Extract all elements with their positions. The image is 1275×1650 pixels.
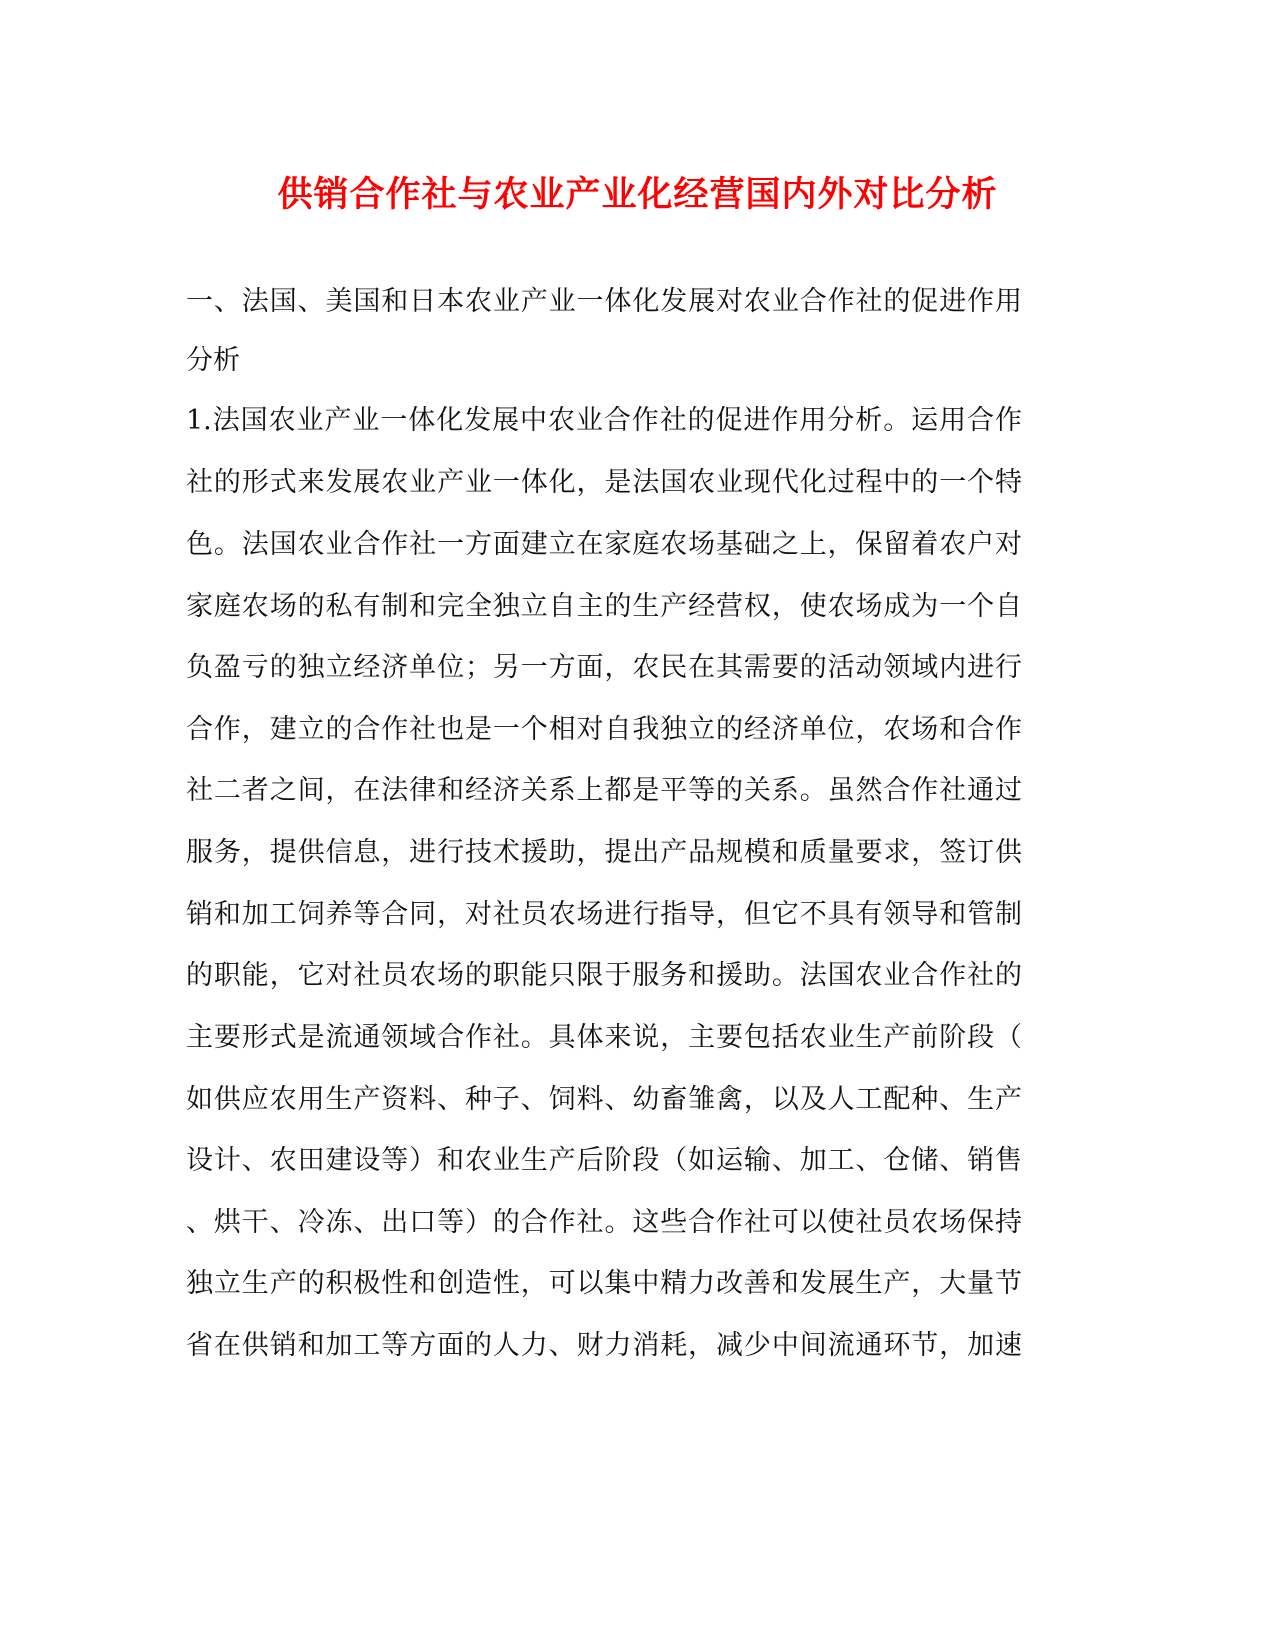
text-line: 合作，建立的合作社也是一个相对自我独立的经济单位，农场和合作 <box>186 714 1022 745</box>
text-line: 社二者之间，在法律和经济关系上都是平等的关系。虽然合作社通过 <box>186 775 1022 806</box>
text-line: 色。法国农业合作社一方面建立在家庭农场基础之上，保留着农户对 <box>186 529 1022 560</box>
text-line: 的职能，它对社员农场的职能只限于服务和援助。法国农业合作社的 <box>186 960 1022 991</box>
text-line: 一、法国、美国和日本农业产业一体化发展对农业合作社的促进作用 <box>186 286 1022 317</box>
text-line: 1.法国农业产业一体化发展中农业合作社的促进作用分析。运用合作 <box>186 405 1022 436</box>
text-line: 服务，提供信息，进行技术援助，提出产品规模和质量要求，签订供 <box>186 837 1022 868</box>
text-line: 省在供销和加工等方面的人力、财力消耗，减少中间流通环节，加速 <box>186 1330 1022 1361</box>
text-line: 家庭农场的私有制和完全独立自主的生产经营权，使农场成为一个自 <box>186 591 1022 622</box>
text-line: 分析 <box>186 345 240 376</box>
text-line: 设计、农田建设等）和农业生产后阶段（如运输、加工、仓储、销售 <box>186 1145 1022 1176</box>
text-line: 负盈亏的独立经济单位；另一方面，农民在其需要的活动领域内进行 <box>186 652 1022 683</box>
text-line: 、烘干、冷冻、出口等）的合作社。这些合作社可以使社员农场保持 <box>186 1207 1022 1238</box>
text-line: 社的形式来发展农业产业一体化，是法国农业现代化过程中的一个特 <box>186 467 1022 498</box>
document-title: 供销合作社与农业产业化经营国内外对比分析 <box>277 175 998 215</box>
text-line: 如供应农用生产资料、种子、饲料、幼畜雏禽，以及人工配种、生产 <box>186 1084 1022 1115</box>
text-line: 独立生产的积极性和创造性，可以集中精力改善和发展生产，大量节 <box>186 1268 1022 1299</box>
text-line: 销和加工饲养等合同，对社员农场进行指导，但它不具有领导和管制 <box>186 899 1022 930</box>
text-line: 主要形式是流通领域合作社。具体来说，主要包括农业生产前阶段（ <box>186 1022 1022 1053</box>
